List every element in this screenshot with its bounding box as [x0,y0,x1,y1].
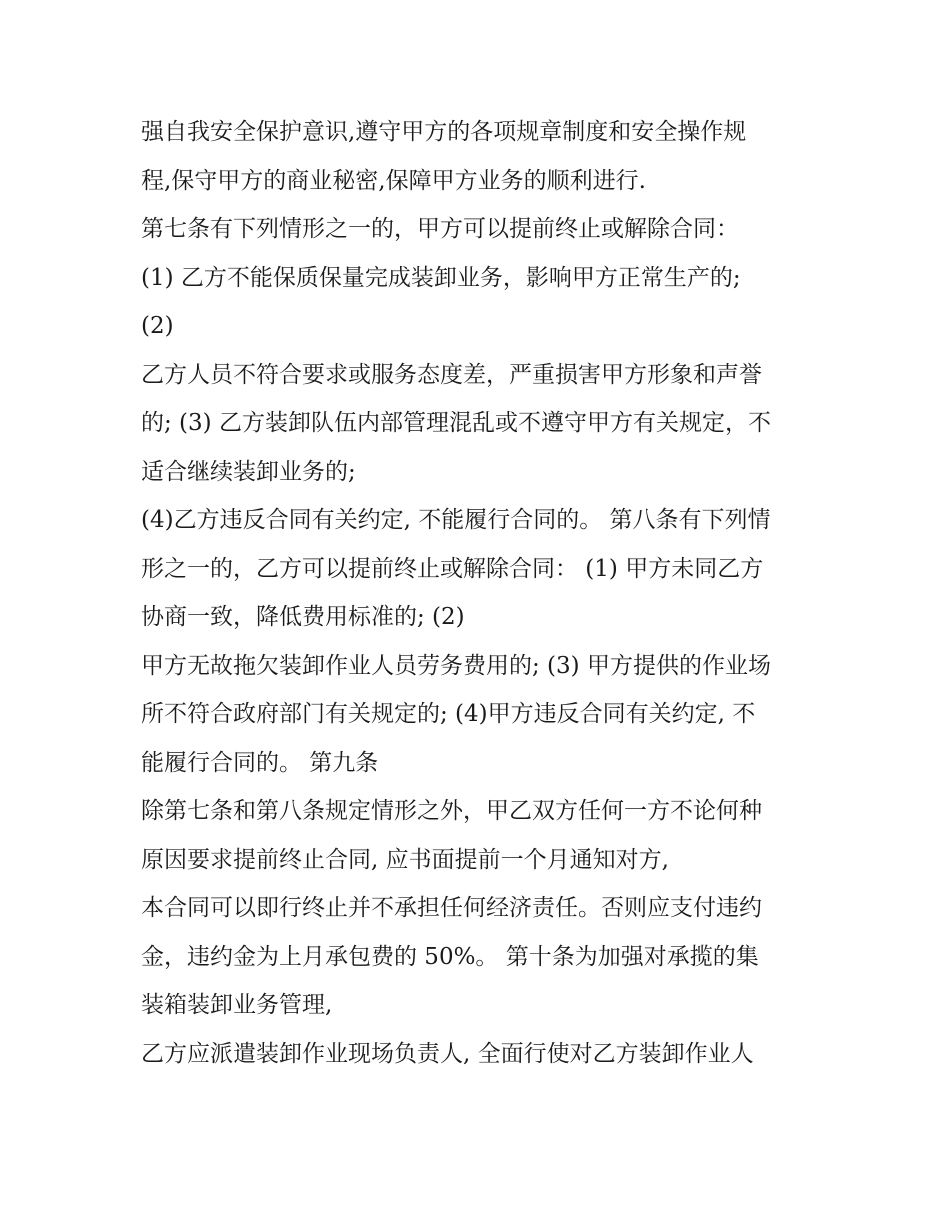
text-line: 所不符合政府部门有关规定的; (4)甲方违反合同有关约定, 不 [141,701,756,727]
text-line: (2) [141,313,174,339]
text-line: 乙方人员不符合要求或服务态度差，严重损害甲方形象和声誉 [141,361,762,388]
text-line: (1) 乙方不能保质保量完成装卸业务，影响甲方正常生产的; [141,264,741,291]
text-line: 强自我安全保护意识,遵守甲方的各项规章制度和安全操作规 [141,119,747,145]
text-line: 形之一的，乙方可以提前终止或解除合同： (1) 甲方未同乙方 [141,555,764,582]
text-line: 的; (3) 乙方装卸队伍内部管理混乱或不遵守甲方有关规定，不 [141,410,771,436]
text-line: (4)乙方违反合同有关约定, 不能履行合同的。 第八条有下列情 [141,507,771,533]
text-line: 原因要求提前终止合同, 应书面提前一个月通知对方, [141,846,669,873]
text-line: 第七条有下列情形之一的，甲方可以提前终止或解除合同： [141,216,739,242]
text-line: 乙方应派遣装卸作业现场负责人, 全面行使对乙方装卸作业人 [141,1040,754,1067]
text-line: 本合同可以即行终止并不承担任何经济责任。否则应支付违约 [141,895,762,921]
text-line: 甲方无故拖欠装卸作业人员劳务费用的; (3) 甲方提供的作业场 [141,652,771,679]
contract-text [141,108,841,1078]
text-line: 装箱装卸业务管理, [141,992,333,1018]
text-line: 能履行合同的。 第九条 [141,749,379,776]
text-line: 金，违约金为上月承包费的 50%。 第十条为加强对承揽的集 [141,943,759,970]
text-line: 程,保守甲方的商业秘密,保障甲方业务的顺利进行. [141,167,646,194]
text-line: 除第七条和第八条规定情形之外，甲乙双方任何一方不论何种 [141,798,762,824]
text-line: 适合继续装卸业务的; [141,458,356,485]
text-line: 协商一致，降低费用标准的; (2) [141,604,465,630]
